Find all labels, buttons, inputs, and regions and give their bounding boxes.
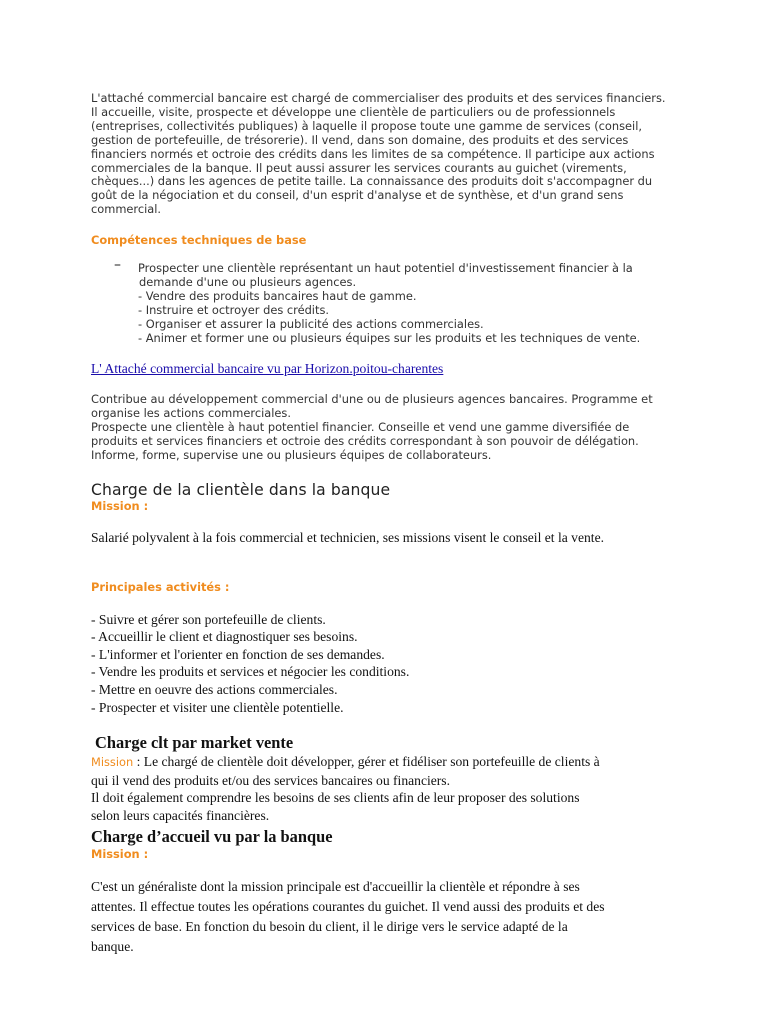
charge-market-paragraph bbox=[91, 753, 691, 824]
charge-market-title: Charge clt par market vente bbox=[95, 733, 294, 753]
intro-paragraph bbox=[91, 92, 691, 222]
charge-accueil-line: attentes. Il effectue toutes les opérations courantes du guichet. Il vend aussi des produits et des bbox=[91, 898, 605, 914]
activity-item: - Mettre en oeuvre des actions commerciales. bbox=[91, 681, 338, 697]
intro-line: commerciales de la banque. Il peut aussi assurer les services courants au guichet (virements, bbox=[91, 160, 627, 175]
charge-banque-mission-label: Mission : bbox=[91, 498, 149, 513]
competences-heading: Compétences techniques de base bbox=[91, 233, 307, 247]
activity-item: - Suivre et gérer son portefeuille de clients. bbox=[91, 611, 326, 627]
charge-market-line: selon leurs capacités financières. bbox=[91, 807, 270, 823]
horizon-paragraph bbox=[91, 393, 691, 463]
horizon-line: Contribue au développement commercial d'une ou de plusieurs agences bancaires. Programme et bbox=[91, 392, 653, 407]
dash-bullet: – bbox=[114, 257, 121, 273]
intro-line: commercial. bbox=[91, 202, 162, 217]
horizon-line: Informe, forme, supervise une ou plusieurs équipes de collaborateurs. bbox=[91, 448, 492, 463]
charge-market-mission-label: Mission bbox=[91, 755, 134, 770]
competences-first-line: Prospecter une clientèle représentant un haut potentiel d'investissement financier à la bbox=[138, 261, 633, 275]
horizon-line: organise les actions commerciales. bbox=[91, 406, 291, 421]
charge-market-line: Il doit également comprendre les besoins de ses clients afin de leur proposer des solutions bbox=[91, 790, 580, 806]
charge-accueil-line: services de base. En fonction du besoin du client, il le dirige vers le service adapté de la bbox=[91, 918, 568, 934]
competences-item: - Animer et former une ou plusieurs équipes sur les produits et les techniques de vente. bbox=[138, 330, 641, 345]
charge-accueil-line: C'est un généraliste dont la mission principale est d'accueillir la clientèle et répondre à ses bbox=[91, 878, 580, 894]
horizon-line: produits et services financiers et octroie des crédits correspondant à son pouvoir de délégation. bbox=[91, 434, 639, 449]
intro-line: financiers normés et octroie des crédits dans les limites de sa compétence. Il participe aux actions bbox=[91, 146, 655, 161]
competences-item: - Organiser et assurer la publicité des actions commerciales. bbox=[138, 316, 484, 331]
competences-item: - Vendre des produits bancaires haut de gamme. bbox=[138, 288, 417, 303]
intro-line: goût de la négociation et du conseil, d'un esprit d'analyse et de synthèse, et d'un grand sens bbox=[91, 188, 624, 203]
charge-accueil-paragraph bbox=[91, 877, 691, 957]
horizon-link[interactable]: L' Attaché commercial bancaire vu par Horizon.poitou-charentes bbox=[91, 361, 444, 377]
activity-item: - Accueillir le client et diagnostiquer ses besoins. bbox=[91, 629, 358, 645]
charge-market-line: qui il vend des produits et/ou des services bancaires ou financiers. bbox=[91, 772, 450, 788]
charge-market-first-line bbox=[91, 753, 691, 772]
charge-accueil-line: banque. bbox=[91, 938, 134, 954]
intro-line: chèques...) dans les agences de petite taille. La connaissance des produits doit s'accompagner du bbox=[91, 174, 653, 189]
activities-list bbox=[91, 611, 691, 717]
horizon-line: Prospecte une clientèle à haut potentiel financier. Conseille et vend une gamme diversifiée de bbox=[91, 420, 630, 435]
document-page bbox=[91, 92, 691, 957]
charge-accueil-title: Charge d’accueil vu par la banque bbox=[91, 826, 333, 846]
activity-item: - Prospecter et visiter une clientèle potentielle. bbox=[91, 699, 344, 715]
charge-banque-title: Charge de la clientèle dans la banque bbox=[91, 480, 391, 499]
competences-item: - Instruire et octroyer des crédits. bbox=[138, 302, 329, 317]
intro-line: L'attaché commercial bancaire est chargé de commercialiser des produits et des services financiers. bbox=[91, 91, 666, 105]
activity-item: - Vendre les produits et services et négocier les conditions. bbox=[91, 664, 410, 680]
activities-label: Principales activités : bbox=[91, 579, 230, 594]
charge-accueil-mission-label: Mission : bbox=[91, 846, 149, 861]
activity-item: - L'informer et l'orienter en fonction de ses demandes. bbox=[91, 646, 385, 662]
charge-market-line: : Le chargé de clientèle doit développer, gérer et fidéliser son portefeuille de clients à bbox=[133, 754, 600, 770]
competences-first-line-cont: demande d'une ou plusieurs agences. bbox=[139, 274, 357, 289]
horizon-link-row bbox=[91, 360, 691, 378]
intro-line: Il accueille, visite, prospecte et développe une clientèle de particuliers ou de professionnels bbox=[91, 104, 616, 119]
intro-line: gestion de portefeuille, de trésorerie). Il vend, dans son domaine, des produits et des services bbox=[91, 132, 629, 147]
intro-line: (entreprises, collectivités publiques) à laquelle il propose toute une gamme de services (conseil, bbox=[91, 118, 642, 133]
competences-list bbox=[114, 257, 691, 345]
charge-banque-mission-text: Salarié polyvalent à la fois commercial et technicien, ses missions visent le conseil et la vente. bbox=[91, 529, 605, 545]
